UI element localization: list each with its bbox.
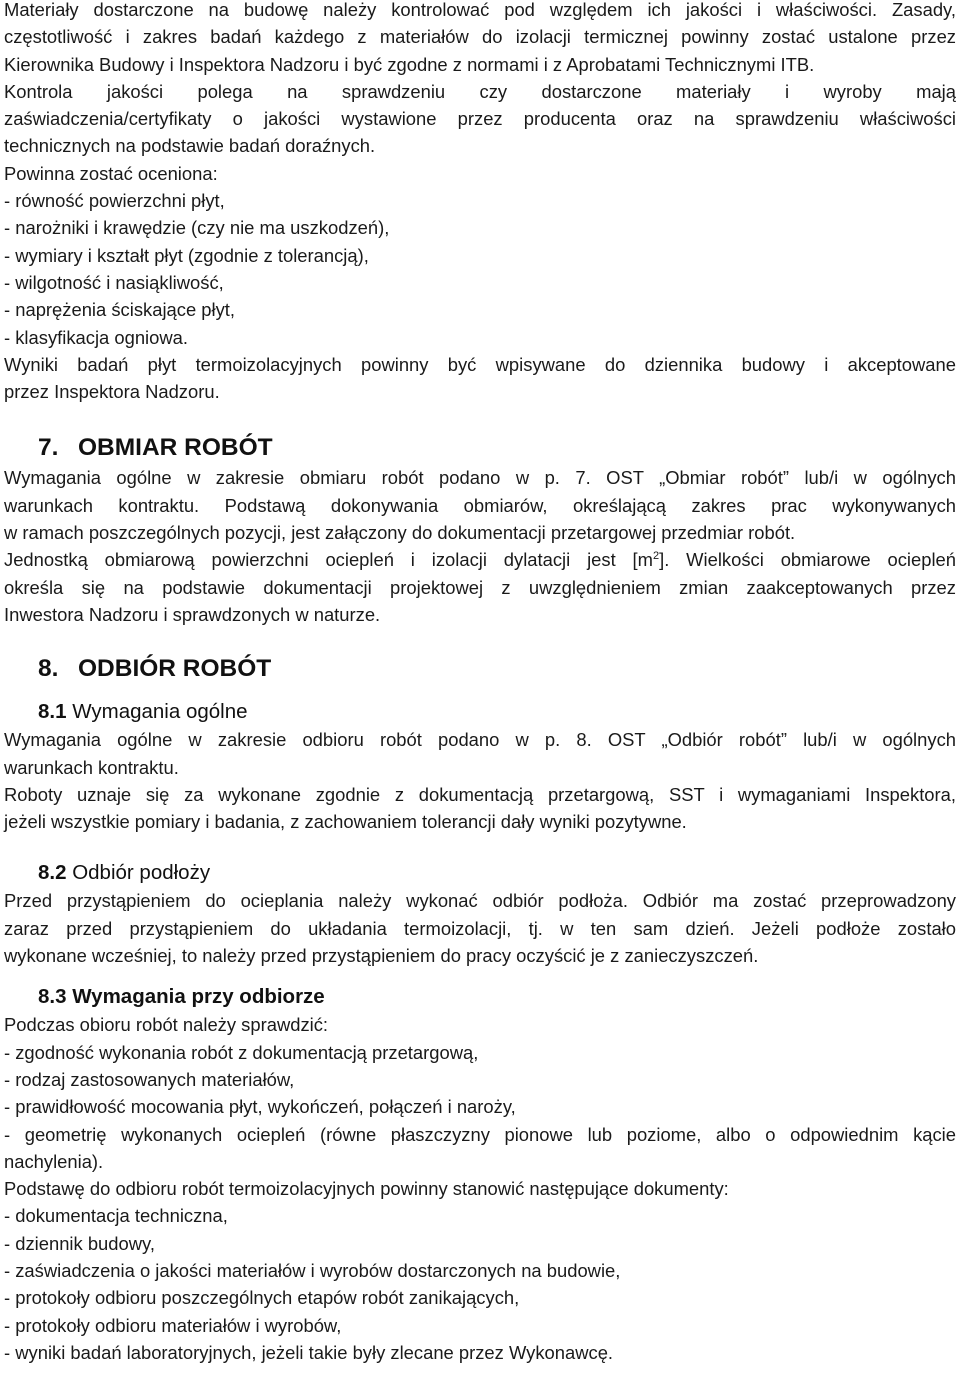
- text-line: zaświadczenia/certyfikaty o jakości wystawione przez producenta oraz na sprawdzeniu właściwości: [4, 108, 956, 130]
- text-line: warunkach kontraktu. Podstawą dokonywania obmiarów, określającą zakres prac wykonywanych: [4, 494, 956, 516]
- section-title: ODBIÓR ROBÓT: [78, 655, 272, 683]
- list-item: - naprężenia ściskające płyt,: [4, 296, 956, 323]
- text-line: określa się na podstawie dokumentacji projektowej z uwzględnieniem zmian zaakceptowanych przez: [4, 576, 956, 598]
- list-item: - zaświadczenia o jakości materiałów i wyrobów dostarczonych na budowie,: [4, 1257, 956, 1284]
- section-7-body: [4, 464, 956, 628]
- text-line: technicznych na podstawie badań doraźnych.: [4, 135, 376, 157]
- list-item: - wymiary i kształt płyt (zgodnie z tolerancją),: [4, 242, 956, 269]
- text-line: Inwestora Nadzoru i sprawdzonych w naturze.: [4, 603, 381, 625]
- text-line: nachylenia).: [4, 1150, 104, 1172]
- text-line: częstotliwość i zakres badań każdego z materiałów do izolacji termicznej powinny zostać ustalone przez: [4, 26, 956, 48]
- paragraph-results: [4, 351, 956, 406]
- list-item: - równość powierzchni płyt,: [4, 187, 956, 214]
- text-line: Roboty uznaje się za wykonane zgodnie z dokumentacją przetargową, SST i wymaganiami Inspektora,: [4, 783, 956, 805]
- text-line: Wymagania ogólne w zakresie odbioru robót podano w p. 8. OST „Odbiór robót” lub/i w ogólnych: [4, 729, 956, 751]
- section-8-heading: [38, 654, 956, 684]
- subsection-8-1-body: [4, 726, 956, 835]
- text-line: Materiały dostarczone na budowę należy kontrolować pod względem ich jakości i właściwości. Zasady,: [4, 0, 956, 20]
- list-item: - protokoły odbioru poszczególnych etapów robót zanikających,: [4, 1284, 956, 1311]
- subsection-number: 8.2: [38, 861, 67, 885]
- list-item: - dziennik budowy,: [4, 1230, 956, 1257]
- section-number: 8.: [38, 655, 59, 683]
- list-item: - wilgotność i nasiąkliwość,: [4, 269, 956, 296]
- text-line: warunkach kontraktu.: [4, 756, 179, 778]
- list-item: - prawidłowość mocowania płyt, wykończeń, połączeń i naroży,: [4, 1093, 956, 1120]
- subsection-8-3-body: [4, 1011, 956, 1366]
- subsection-number: 8.1: [38, 700, 67, 724]
- list-item: - zgodność wykonania robót z dokumentacją przetargową,: [4, 1039, 956, 1066]
- paragraph-quality-control: [4, 78, 956, 160]
- docs-list: [4, 1202, 956, 1366]
- list-item: - klasyfikacja ogniowa.: [4, 324, 956, 351]
- text-line: zaraz przed przystąpieniem do układania termoizolacji, tj. w ten sam dzień. Jeżeli podłoże zostało: [4, 917, 956, 939]
- text-line: wykonane wcześniej, to należy przed przystąpieniem do pracy oczyścić je z zanieczyszczeń.: [4, 945, 759, 967]
- paragraph-materials-control: [4, 0, 956, 78]
- section-number: 7.: [38, 434, 59, 462]
- list-item: - rodzaj zastosowanych materiałów,: [4, 1066, 956, 1093]
- subsection-8-2-heading: [38, 859, 956, 887]
- list-item: - protokoły odbioru materiałów i wyrobów,: [4, 1312, 956, 1339]
- text-line: w ramach poszczególnych pozycji, jest załączony do dokumentacji przetargowej przedmiar robót.: [4, 522, 796, 544]
- evaluate-intro: Powinna zostać oceniona:: [4, 162, 218, 184]
- check-list: [4, 1039, 956, 1121]
- text-line: - geometrię wykonanych ociepleń (równe płaszczyzny pionowe lub poziome, albo o odpowiednim kącie: [4, 1123, 956, 1145]
- subsection-title: Odbiór podłoży: [72, 861, 211, 885]
- text-line: Wyniki badań płyt termoizolacyjnych powinny być wpisywane do dziennika budowy i akceptowane: [4, 353, 956, 375]
- section-title: OBMIAR ROBÓT: [78, 434, 273, 462]
- text-line-unit: [4, 546, 956, 573]
- subsection-8-2-body: [4, 887, 956, 969]
- text-line: Wymagania ogólne w zakresie obmiaru robót podano w p. 7. OST „Obmiar robót” lub/i w ogólnych: [4, 467, 956, 489]
- text-segment: Jednostką obmiarową powierzchni ociepleń i izolacji dylatacji jest [m: [4, 549, 653, 571]
- text-line: Kontrola jakości polega na sprawdzeniu czy dostarczone materiały i wyroby mają: [4, 80, 956, 102]
- text-line: jeżeli wszystkie pomiary i badania, z zachowaniem tolerancji dały wyniki pozytywne.: [4, 811, 687, 833]
- docs-intro: Podstawę do odbioru robót termoizolacyjnych powinny stanowić następujące dokumenty:: [4, 1178, 729, 1200]
- text-line: Przed przystąpieniem do ocieplania należy wykonać odbiór podłoża. Odbiór ma zostać przeprowadzony: [4, 890, 956, 912]
- list-item: - wyniki badań laboratoryjnych, jeżeli takie były zlecane przez Wykonawcę.: [4, 1339, 956, 1366]
- text-line: przez Inspektora Nadzoru.: [4, 381, 220, 403]
- list-item: - dokumentacja techniczna,: [4, 1202, 956, 1229]
- subsection-title: Wymagania przy odbiorze: [72, 985, 325, 1009]
- subsection-title: Wymagania ogólne: [72, 700, 248, 724]
- evaluate-list: [4, 187, 956, 351]
- text-segment: ]. Wielkości obmiarowe ociepleń: [659, 549, 956, 571]
- subsection-8-1-heading: [38, 698, 956, 726]
- superscript: 2: [652, 550, 660, 563]
- subsection-number: 8.3: [38, 985, 67, 1009]
- text-line: Kierownika Budowy i Inspektora Nadzoru i być zgodne z normami i z Aprobatami Technicznymi ITB.: [4, 53, 815, 75]
- section-7-heading: [38, 433, 956, 463]
- subsection-8-3-heading: [38, 983, 956, 1011]
- check-intro: Podczas obioru robót należy sprawdzić:: [4, 1014, 329, 1036]
- list-item: - narożniki i krawędzie (czy nie ma uszkodzeń),: [4, 214, 956, 241]
